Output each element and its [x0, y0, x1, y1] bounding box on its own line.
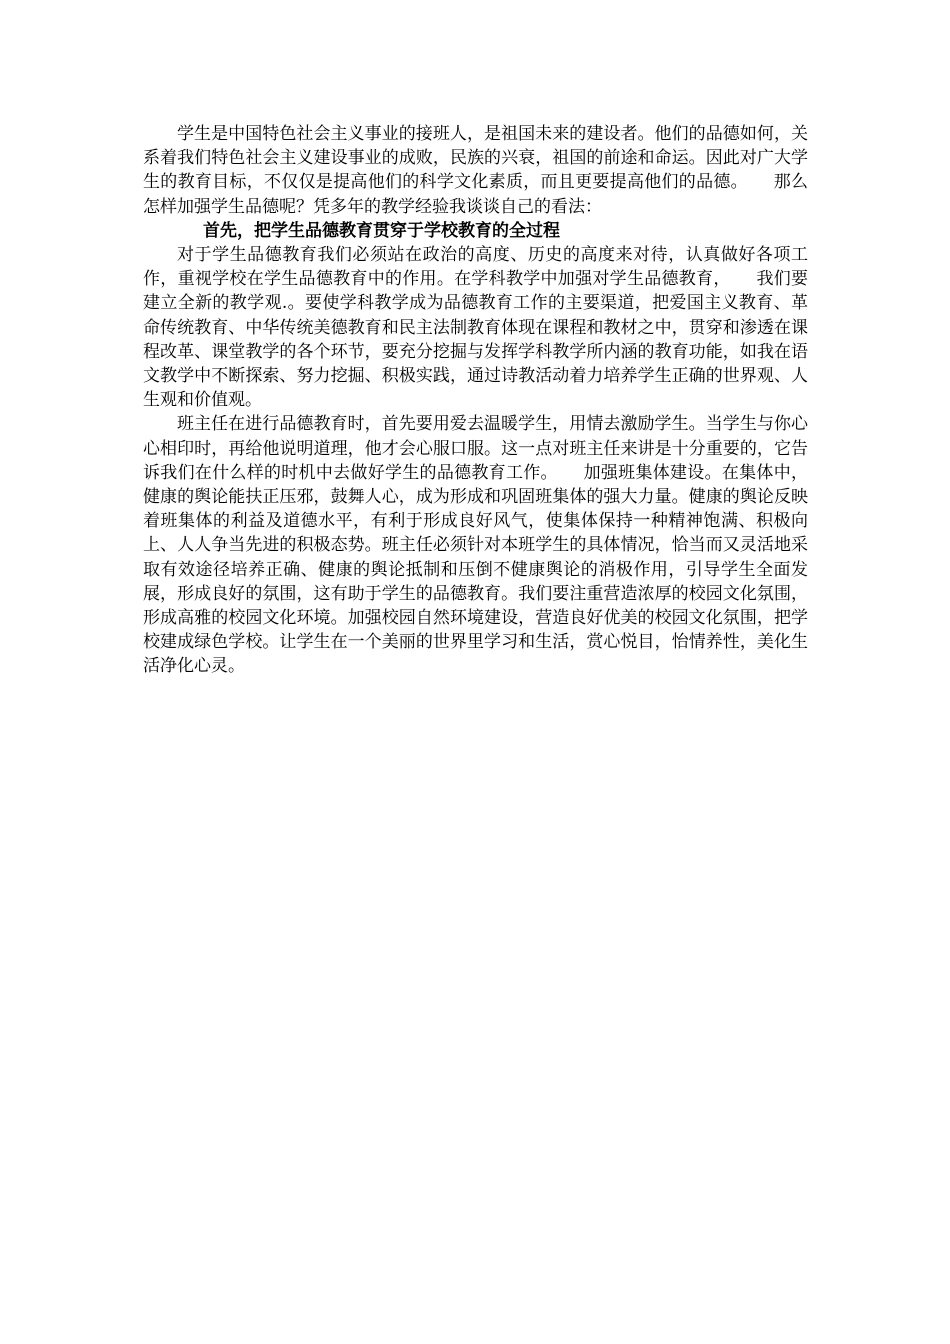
section-heading: 首先，把学生品德教育贯穿于学校教育的全过程 — [203, 220, 560, 241]
document-body — [143, 122, 808, 679]
intro-paragraph — [143, 122, 808, 219]
body-paragraph-2-part-b: 加强班集体建设。在集体中，健康的舆论能扶正压邪，鼓舞人心，成为形成和巩固班集体的强大力量。健康的舆论反映着班集体的利益及道德水平，有利于形成良好风气，使集体保持一种精神饱满、积极向上、人人争当先进的积极态势。班主任必须针对本班学生的具体情况，恰当而又灵活地采取有效途径培养正确、健康的舆论抵制和压倒不健康舆论的消极作用，引导学生全面发展，形成良好的氛围，这有助于学生的品德教育。我们要注重营造浓厚的校园文化氛围，形成高雅的校园文化环境。加强校园自然环境建设，营造良好优美的校园文化氛围，把学校建成绿色学校。让学生在一个美丽的世界里学习和生活，赏心悦目，怡情养性，美化生活净化心灵。 — [143, 462, 809, 677]
intro-text: 学生是中国特色社会主义事业的接班人，是祖国未来的建设者。他们的品德如何，关系着我们特色社会主义建设事业的成败，民族的兴衰，祖国的前途和命运。因此对广大学生的教育目标，不仅仅是提高他们的科学文化素质，而且更要提高他们的品德。 — [143, 124, 808, 193]
body-paragraph-1-part-b: 我们要建立全新的教学观.。要使学科教学成为品德教育工作的主要渠道，把爱国主义教育、革命传统教育、中华传统美德教育和民主法制教育体现在课程和教材之中，贯穿和渗透在课程改革、课堂教学的各个环节，要充分挖掘与发挥学科教学所内涵的教育功能，如我在语文教学中不断探索、努力挖掘、积极实践，通过诗教活动着力培养学生正确的世界观、人生观和价值观。 — [143, 269, 809, 411]
body-paragraph-1-part-a: 对于学生品德教育我们必须站在政治的高度、历史的高度来对待，认真做好各项工作，重视学校在学生品德教育中的作用。在学科教学中加强对学生品德教育， — [143, 245, 808, 290]
body-paragraph-1 — [143, 243, 808, 412]
body-paragraph-2-part-a: 班主任在进行品德教育时，首先要用爱去温暖学生，用情去激励学生。当学生与你心心相印时，再给他说明道理，他才会心服口服。这一点对班主任来讲是十分重要的，它告诉我们在什么样的时机中去做好学生的品德教育工作。 — [143, 414, 808, 483]
body-paragraph-2 — [143, 412, 808, 678]
intro-question-text: 那么怎样加强学生品德呢？凭多年的教学经验我谈谈自己的看法： — [143, 172, 809, 217]
